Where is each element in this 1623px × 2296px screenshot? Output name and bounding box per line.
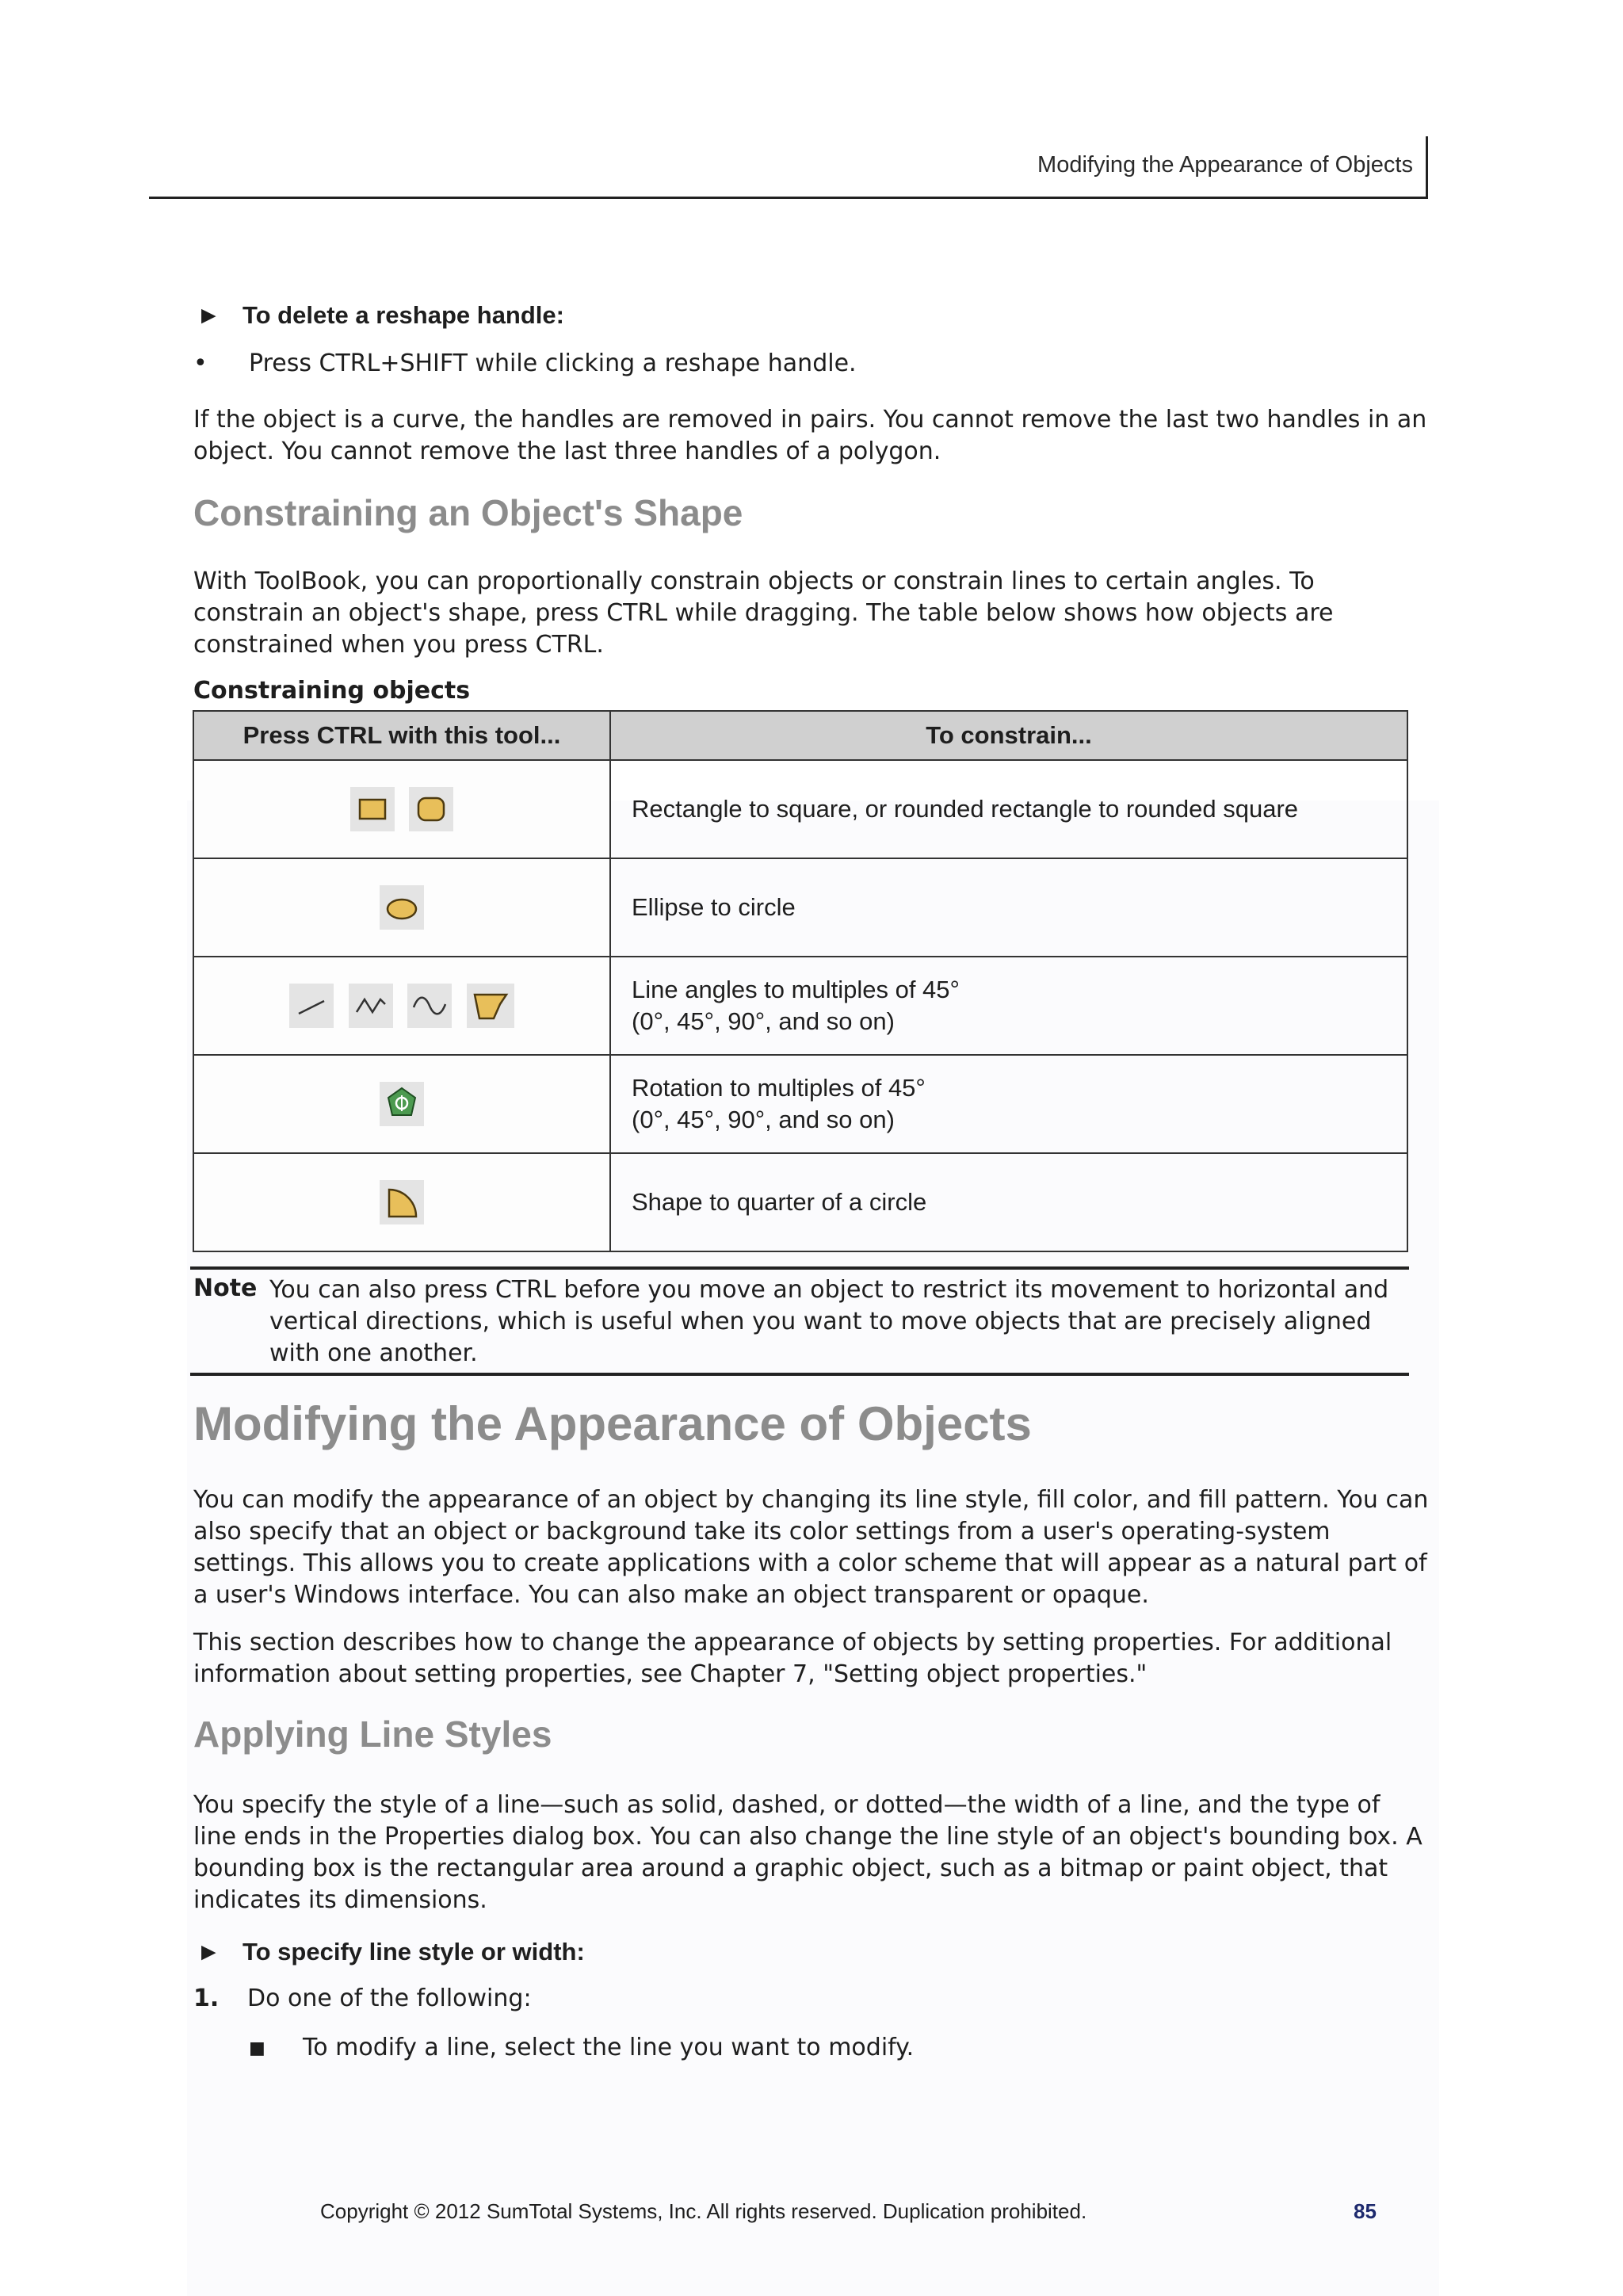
table-row	[193, 760, 1407, 858]
rotate-tool-icon	[380, 1082, 424, 1126]
table-cell-description	[610, 1153, 1407, 1251]
ellipse-tool-icon	[380, 885, 424, 930]
sub-bullet-item	[249, 2034, 914, 2061]
arrow-icon: ►	[197, 1938, 221, 1966]
bullet-dot-icon: •	[193, 350, 208, 377]
table-cell-description	[610, 858, 1407, 957]
pie-tool-icon	[380, 1180, 424, 1224]
section-heading-constraining: Constraining an Object's Shape	[193, 492, 743, 533]
chapter-heading-appearance: Modifying the Appearance of Objects	[193, 1397, 1032, 1450]
procedure-heading-text: To delete a reshape handle:	[242, 301, 564, 329]
procedure-heading-line-style	[197, 1938, 585, 1966]
paragraph-line-styles: You specify the style of a line—such as solid, dashed, or dotted—the width of a line, and the type of line ends in the Properties dialog box. You can also change the line style of an object's bounding box. A bounding box is the rectangular area around a graphic object, such as a bitmap or paint object, that indicates its dimensions.	[193, 1791, 1423, 1914]
sub-bullet-text: To modify a line, select the line you want to modify.	[303, 2034, 915, 2061]
section-heading-line-styles: Applying Line Styles	[193, 1713, 552, 1755]
constraining-table	[193, 710, 1408, 1252]
table-caption: Constraining objects	[193, 677, 471, 705]
table-cell-description	[610, 760, 1407, 858]
paragraph-curve-handles: If the object is a curve, the handles are removed in pairs. You cannot remove the last two handles in an object. You cannot remove the last three handles of a polygon.	[193, 406, 1427, 465]
polygon-tool-icon	[467, 984, 514, 1028]
note-label: Note	[193, 1274, 258, 1302]
step-number: 1.	[193, 1985, 220, 2012]
table-cell-icons	[193, 1153, 610, 1251]
description-line: Shape to quarter of a circle	[632, 1188, 927, 1216]
table-header-tool: Press CTRL with this tool...	[193, 711, 610, 760]
angled-line-tool-icon	[349, 984, 393, 1028]
description-line: Rotation to multiples of 45°	[632, 1074, 926, 1102]
running-header: Modifying the Appearance of Objects	[1037, 152, 1413, 178]
description-line: Line angles to multiples of 45°	[632, 976, 960, 1003]
table-cell-icons	[193, 760, 610, 858]
procedure-heading-delete-handle	[197, 301, 564, 330]
table-header-constrain: To constrain...	[610, 711, 1407, 760]
rounded-rectangle-tool-icon	[409, 787, 453, 831]
note-bottom-rule	[190, 1373, 1409, 1376]
table-row	[193, 957, 1407, 1055]
header-rule	[149, 197, 1428, 199]
line-tool-icon	[289, 984, 334, 1028]
table-cell-description	[610, 957, 1407, 1055]
step-text: Do one of the following:	[247, 1985, 532, 2012]
note-top-rule	[190, 1266, 1409, 1270]
table-row	[193, 1055, 1407, 1153]
arrow-icon: ►	[197, 301, 221, 329]
footer-copyright: Copyright © 2012 SumTotal Systems, Inc. All rights reserved. Duplication prohibited.	[320, 2199, 1087, 2223]
header-vertical-rule	[1426, 136, 1428, 199]
table-cell-icons	[193, 858, 610, 957]
paragraph-setting-properties: This section describes how to change the appearance of objects by setting properties. For additional information about setting properties, see Chapter 7, "Setting object properties."	[193, 1629, 1392, 1688]
curve-tool-icon	[407, 984, 452, 1028]
description-line: Rectangle to square, or rounded rectangle to rounded square	[632, 795, 1299, 823]
bullet-text: Press CTRL+SHIFT while clicking a reshape handle.	[249, 350, 857, 377]
rectangle-tool-icon	[350, 787, 395, 831]
table-cell-icons	[193, 1055, 610, 1153]
table-row	[193, 1153, 1407, 1251]
bullet-item	[193, 350, 857, 377]
note-text: You can also press CTRL before you move an object to restrict its movement to horizontal and vertical directions, which is useful when you want to move objects that are precisely aligned with one another.	[269, 1276, 1389, 1367]
square-bullet-icon: ■	[249, 2038, 265, 2058]
description-line: Ellipse to circle	[632, 893, 796, 921]
procedure-heading-text: To specify line style or width:	[242, 1938, 585, 1966]
description-line: (0°, 45°, 90°, and so on)	[632, 1106, 895, 1133]
table-row	[193, 858, 1407, 957]
table-cell-icons	[193, 957, 610, 1055]
description-line: (0°, 45°, 90°, and so on)	[632, 1007, 895, 1035]
page-number: 85	[1354, 2199, 1377, 2223]
paragraph-constraining: With ToolBook, you can proportionally constrain objects or constrain lines to certain angles. To constrain an object's shape, press CTRL while dragging. The table below shows how objects are constrained when you press CTRL.	[193, 567, 1334, 659]
table-cell-description	[610, 1055, 1407, 1153]
table-header-row	[193, 711, 1407, 760]
paragraph-appearance: You can modify the appearance of an object by changing its line style, fill color, and fill pattern. You can also specify that an object or background take its color settings from a user's operating-system settings. This allows you to create applications with a color scheme that will appear as a natural part of a user's Windows interface. You can also make an object transparent or opaque.	[193, 1486, 1429, 1609]
